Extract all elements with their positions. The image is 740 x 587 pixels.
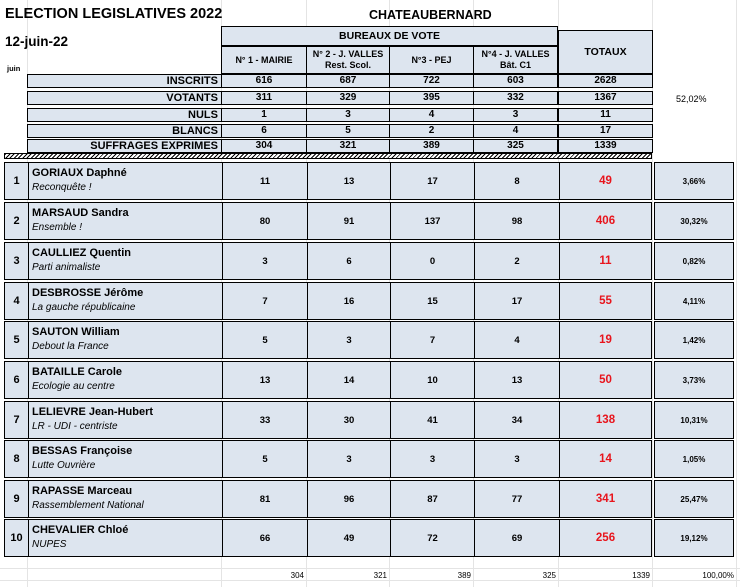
- candidate-total: 50: [599, 374, 612, 386]
- candidate-party: Rassemblement National: [32, 500, 144, 511]
- candidate-party: NUPES: [32, 539, 67, 550]
- stat-value: 329: [306, 91, 390, 105]
- candidate-total: 14: [599, 453, 612, 465]
- stat-total: 11: [558, 108, 653, 122]
- candidate-total: 341: [595, 493, 616, 505]
- stat-value: 722: [389, 74, 474, 88]
- candidate-number: 2: [5, 203, 29, 239]
- candidate-row: [4, 480, 652, 518]
- candidate-votes: 7: [429, 334, 436, 346]
- bureaux-header: [221, 26, 558, 46]
- candidate-votes: 69: [511, 532, 523, 544]
- candidate-percentage: 30,32%: [654, 202, 734, 240]
- candidate-party: Parti animaliste: [32, 262, 101, 273]
- candidate-votes: 17: [427, 175, 438, 187]
- bureau-header-1: [221, 46, 307, 74]
- candidate-votes: 5: [262, 453, 268, 465]
- candidate-votes: 13: [511, 374, 523, 386]
- sum-value: 389: [457, 571, 471, 580]
- totaux-header: [558, 30, 653, 74]
- candidate-total: 11: [599, 255, 612, 267]
- candidate-votes: 72: [427, 532, 438, 544]
- stat-label-blancs: BLANCS: [27, 124, 222, 138]
- candidate-row: [4, 401, 652, 439]
- candidate-percentage: 0,82%: [654, 242, 734, 280]
- candidate-party: Ecologie au centre: [32, 381, 115, 392]
- candidate-percentage: 4,11%: [654, 282, 734, 320]
- bureau-4-subname: Bât. C1: [499, 60, 531, 70]
- totaux-header-label: TOTAUX: [584, 46, 627, 58]
- stat-value: 311: [221, 91, 307, 105]
- stat-value: 389: [389, 139, 474, 153]
- candidate-number: 7: [5, 402, 29, 438]
- candidate-votes: 30: [343, 414, 355, 426]
- candidate-total: 55: [599, 295, 612, 307]
- candidate-total: 19: [599, 334, 612, 346]
- candidate-votes: 14: [343, 374, 355, 386]
- candidate-votes: 2: [514, 255, 520, 267]
- candidate-percentage: 1,42%: [654, 321, 734, 359]
- candidate-votes: 33: [259, 414, 271, 426]
- stat-total: 1339: [558, 139, 653, 153]
- candidate-number: 9: [5, 481, 29, 517]
- candidate-row: [4, 202, 652, 240]
- candidate-votes: 13: [259, 374, 271, 386]
- candidate-total: 406: [595, 215, 616, 227]
- candidate-votes: 66: [259, 532, 271, 544]
- candidate-party: La gauche républicaine: [32, 302, 136, 313]
- candidate-name: BESSAS Françoise: [32, 445, 133, 457]
- candidate-percentage: 1,05%: [654, 440, 734, 478]
- bureau-header-2: [306, 46, 390, 74]
- candidate-name: CHEVALIER Chloé: [32, 524, 129, 536]
- candidate-percentage: 3,66%: [654, 162, 734, 200]
- stat-value: 616: [221, 74, 307, 88]
- candidate-votes: 77: [511, 493, 523, 505]
- candidate-votes: 96: [343, 493, 355, 505]
- candidate-votes: 41: [427, 414, 438, 426]
- sum-total: 1339: [632, 571, 650, 580]
- candidate-votes: 98: [511, 215, 523, 227]
- bureau-2-name: N° 2 - J. VALLES: [312, 49, 384, 59]
- candidate-party: Lutte Ouvrière: [32, 460, 96, 471]
- stat-value: 3: [473, 108, 558, 122]
- candidate-votes: 3: [429, 453, 436, 465]
- candidate-votes: 3: [514, 453, 520, 465]
- sum-percentage: 100,00%: [702, 571, 734, 580]
- candidate-votes: 8: [514, 175, 520, 187]
- participation-rate: 52,02%: [676, 94, 707, 104]
- candidate-number: 10: [5, 520, 29, 556]
- month-label: juin: [7, 64, 21, 73]
- bureau-1-name: N° 1 - MAIRIE: [235, 55, 293, 65]
- candidate-number: 3: [5, 243, 29, 279]
- candidate-name: BATAILLE Carole: [32, 366, 123, 378]
- stat-value: 1: [221, 108, 307, 122]
- candidate-votes: 137: [424, 215, 441, 227]
- candidate-party: LR - UDI - centriste: [32, 421, 118, 432]
- candidate-number: 5: [5, 322, 29, 358]
- candidate-votes: 15: [427, 295, 438, 307]
- stat-value: 321: [306, 139, 390, 153]
- candidate-votes: 17: [511, 295, 523, 307]
- candidate-votes: 3: [346, 334, 352, 346]
- candidate-percentage: 25,47%: [654, 480, 734, 518]
- candidate-row: [4, 162, 652, 200]
- candidate-number: 8: [5, 441, 29, 477]
- candidate-votes: 80: [259, 215, 271, 227]
- stat-total: 1367: [558, 91, 653, 105]
- bureau-4-name: N°4 - J. VALLES: [481, 49, 550, 59]
- candidate-total: 49: [599, 175, 612, 187]
- sum-value: 304: [290, 571, 304, 580]
- candidate-party: Ensemble !: [32, 222, 83, 233]
- candidate-votes: 81: [259, 493, 271, 505]
- commune-name: CHATEAUBERNARD: [369, 8, 492, 22]
- stat-label-suffrages-exprimes: SUFFRAGES EXPRIMES: [27, 139, 222, 153]
- stat-label-nuls: NULS: [27, 108, 222, 122]
- candidate-votes: 4: [514, 334, 520, 346]
- candidate-percentage: 10,31%: [654, 401, 734, 439]
- candidate-votes: 11: [259, 175, 271, 187]
- candidate-percentage: 19,12%: [654, 519, 734, 557]
- stat-value: 304: [221, 139, 307, 153]
- candidate-number: 6: [5, 362, 29, 398]
- candidate-name: DESBROSSE Jérôme: [32, 287, 144, 299]
- candidate-name: SAUTON William: [32, 326, 120, 338]
- candidate-row: [4, 440, 652, 478]
- candidate-total: 138: [595, 414, 616, 426]
- stat-value: 395: [389, 91, 474, 105]
- candidate-name: RAPASSE Marceau: [32, 485, 133, 497]
- candidate-row: [4, 242, 652, 280]
- candidate-name: MARSAUD Sandra: [32, 207, 129, 219]
- stat-value: 4: [389, 108, 474, 122]
- sheet-title: ELECTION LEGISLATIVES 2022: [5, 6, 223, 22]
- candidate-votes: 91: [343, 215, 355, 227]
- candidate-party: Debout la France: [32, 341, 109, 352]
- candidate-row: [4, 321, 652, 359]
- bureau-2-subname: Rest. Scol.: [324, 60, 371, 70]
- candidate-name: GORIAUX Daphné: [32, 167, 127, 179]
- stat-label-inscrits: INSCRITS: [27, 74, 222, 88]
- candidate-number: 1: [5, 163, 29, 199]
- candidate-percentage: 3,73%: [654, 361, 734, 399]
- candidate-party: Reconquête !: [32, 182, 92, 193]
- stat-value: 603: [473, 74, 558, 88]
- candidate-votes: 49: [343, 532, 355, 544]
- candidate-votes: 5: [262, 334, 268, 346]
- stat-value: 4: [473, 124, 558, 138]
- stat-total: 2628: [558, 74, 653, 88]
- bureau-3-name: N°3 - PEJ: [411, 55, 452, 65]
- candidate-votes: 16: [343, 295, 355, 307]
- candidate-votes: 6: [346, 255, 352, 267]
- candidate-row: [4, 361, 652, 399]
- candidate-name: LELIEVRE Jean-Hubert: [32, 406, 154, 418]
- election-date: 12-juin-22: [5, 34, 69, 49]
- candidate-votes: 3: [262, 255, 268, 267]
- bureau-header-3: [389, 46, 474, 74]
- stat-value: 687: [306, 74, 390, 88]
- hatched-separator: [4, 153, 652, 159]
- candidate-row: [4, 282, 652, 320]
- stat-total: 17: [558, 124, 653, 138]
- stat-label-votants: VOTANTS: [27, 91, 222, 105]
- sum-value: 321: [373, 571, 387, 580]
- stat-value: 332: [473, 91, 558, 105]
- candidate-total: 256: [595, 532, 616, 544]
- stat-value: 5: [306, 124, 390, 138]
- stat-value: 2: [389, 124, 474, 138]
- candidate-votes: 3: [346, 453, 352, 465]
- stat-value: 6: [221, 124, 307, 138]
- candidate-votes: 87: [427, 493, 438, 505]
- candidate-votes: 13: [343, 175, 355, 187]
- bureau-header-4: [473, 46, 558, 74]
- candidate-number: 4: [5, 283, 29, 319]
- candidate-votes: 0: [429, 255, 436, 267]
- candidate-votes: 10: [427, 374, 438, 386]
- stat-value: 3: [306, 108, 390, 122]
- candidate-votes: 34: [511, 414, 523, 426]
- stat-value: 325: [473, 139, 558, 153]
- candidate-votes: 7: [262, 295, 268, 307]
- candidate-name: CAULLIEZ Quentin: [32, 247, 131, 259]
- candidate-row: [4, 519, 652, 557]
- bureaux-header-label: BUREAUX DE VOTE: [339, 30, 440, 42]
- sum-value: 325: [542, 571, 556, 580]
